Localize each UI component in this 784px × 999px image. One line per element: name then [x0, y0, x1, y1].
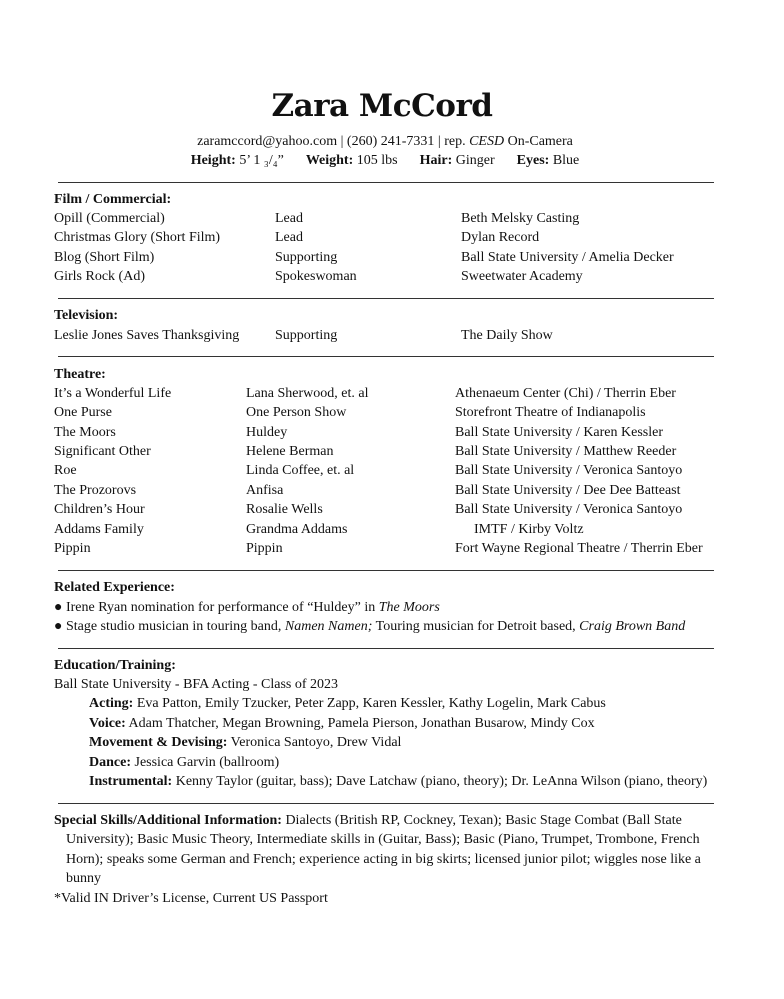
credit-row: [0, 250, 784, 269]
credit-company: Ball State University / Veronica Santoyo: [455, 502, 683, 517]
credit-work: Roe: [54, 463, 77, 478]
credit-work: Leslie Jones Saves Thanksgiving: [54, 328, 240, 343]
training-label: Movement & Devising:: [89, 735, 228, 750]
eyes-label: Eyes:: [516, 153, 550, 168]
divider: [58, 570, 714, 571]
credit-row: [0, 328, 784, 347]
credit-company: Fort Wayne Regional Theatre / Therrin Eber: [455, 541, 703, 556]
credit-company: Beth Melsky Casting: [461, 211, 580, 226]
credit-company: Athenaeum Center (Chi) / Therrin Eber: [455, 386, 676, 401]
credit-row: [0, 269, 784, 288]
credit-row: [0, 463, 784, 482]
skills-text: University); Basic Music Theory, Intermediate skills in (Guitar, Bass); Basic (Piano, Trumpet, Trombone, French: [66, 832, 700, 847]
related-item-text: ● Stage studio musician in touring band,: [54, 619, 285, 634]
credit-work: It’s a Wonderful Life: [54, 386, 172, 401]
credit-role: Helene Berman: [246, 444, 334, 459]
credit-role: One Person Show: [246, 405, 347, 420]
weight-value: 105 lbs: [356, 153, 398, 168]
contact-info: zaramccord@yahoo.com | (260) 241-7331 | rep.: [197, 134, 470, 149]
training-dance: [89, 755, 279, 771]
related-item-text: ● Irene Ryan nomination for performance of “Huldey” in: [54, 600, 379, 615]
training-label: Instrumental:: [89, 774, 173, 789]
credit-role: Spokeswoman: [275, 269, 357, 284]
training-instrumental: [89, 774, 707, 790]
license-note: *Valid IN Driver’s License, Current US Passport: [54, 891, 328, 906]
resume-name: Zara McCord: [271, 88, 493, 124]
credit-company: Dylan Record: [461, 230, 540, 245]
band-name: Craig Brown Band: [579, 619, 686, 634]
credit-role: Linda Coffee, et. al: [246, 463, 355, 478]
credit-company: Ball State University / Matthew Reeder: [455, 444, 677, 459]
divider: [58, 803, 714, 804]
agency-suffix: On-Camera: [504, 134, 573, 149]
degree-line: Ball State University - BFA Acting - Class of 2023: [54, 677, 339, 692]
credit-work: One Purse: [54, 405, 112, 420]
skills-text: bunny: [66, 871, 101, 886]
credit-role: Lead: [275, 211, 303, 226]
band-name: Namen Namen;: [284, 619, 373, 634]
related-item-text: Touring musician for Detroit based,: [372, 619, 580, 634]
skills-line: [54, 813, 682, 829]
divider: [58, 182, 714, 183]
television-section-title: Television:: [54, 308, 119, 323]
agency-name: CESD: [469, 134, 505, 149]
credit-work: Girls Rock (Ad): [54, 269, 145, 284]
skills-text: Horn); speaks some German and French; experience acting in big skirts; licensed junior pilot; wiggles nose like a: [66, 852, 701, 867]
related-section-title: Related Experience:: [54, 580, 175, 595]
credit-row: [0, 386, 784, 405]
training-teachers: Kenny Taylor (guitar, bass); Dave Latchaw (piano, theory); Dr. LeAnna Wilson (piano, theory): [175, 774, 708, 789]
training-label: Voice:: [89, 716, 126, 731]
credit-company: Ball State University / Amelia Decker: [461, 250, 674, 265]
credit-work: Pippin: [54, 541, 91, 556]
credit-row: [0, 230, 784, 249]
eyes-value: Blue: [552, 153, 580, 168]
training-label: Acting:: [89, 696, 134, 711]
related-item: [54, 619, 685, 635]
skills-section-title: Special Skills/Additional Information:: [54, 813, 282, 828]
credit-role: Lana Sherwood, et. al: [246, 386, 369, 401]
credit-work: Blog (Short Film): [54, 250, 155, 265]
physical-stats: [0, 153, 770, 169]
training-acting: [89, 696, 606, 712]
credit-row: [0, 541, 784, 560]
related-item: [54, 600, 440, 616]
training-teachers: Jessica Garvin (ballroom): [134, 755, 280, 770]
credit-work: The Moors: [54, 425, 116, 440]
training-voice: [89, 716, 595, 732]
credit-role: Pippin: [246, 541, 283, 556]
training-teachers: Adam Thatcher, Megan Browning, Pamela Pierson, Jonathan Busarow, Mindy Cox: [128, 716, 595, 731]
credit-company: Ball State University / Dee Dee Batteast: [455, 483, 681, 498]
divider: [58, 648, 714, 649]
divider: [58, 298, 714, 299]
height-value: 5’ 1 ₃/₄”: [239, 153, 284, 168]
hair-label: Hair:: [419, 153, 453, 168]
credit-role: Anfisa: [246, 483, 284, 498]
credit-row: [0, 405, 784, 424]
training-teachers: Veronica Santoyo, Drew Vidal: [230, 735, 402, 750]
credit-role: Supporting: [275, 328, 338, 343]
credit-work: Addams Family: [54, 522, 144, 537]
credit-company: Ball State University / Karen Kessler: [455, 425, 664, 440]
credit-company: IMTF / Kirby Voltz: [474, 522, 584, 537]
credit-work: The Prozorovs: [54, 483, 137, 498]
credit-company: Ball State University / Veronica Santoyo: [455, 463, 683, 478]
height-label: Height:: [190, 153, 236, 168]
credit-row: [0, 444, 784, 463]
credit-company: The Daily Show: [461, 328, 553, 343]
divider: [58, 356, 714, 357]
training-teachers: Eva Patton, Emily Tzucker, Peter Zapp, Karen Kessler, Kathy Logelin, Mark Cabus: [136, 696, 606, 711]
credit-row: [0, 483, 784, 502]
film-section-title: Film / Commercial:: [54, 192, 172, 207]
hair-value: Ginger: [455, 153, 495, 168]
credit-work: Significant Other: [54, 444, 151, 459]
credit-work: Opill (Commercial): [54, 211, 165, 226]
credit-row: [0, 425, 784, 444]
education-section-title: Education/Training:: [54, 658, 176, 673]
credit-company: Sweetwater Academy: [461, 269, 583, 284]
theatre-section-title: Theatre:: [54, 367, 106, 382]
training-movement: [89, 735, 401, 751]
credit-row: [0, 502, 784, 521]
skills-text: Dialects (British RP, Cockney, Texan); Basic Stage Combat (Ball State: [285, 813, 682, 828]
credit-role: Rosalie Wells: [246, 502, 323, 517]
contact-line: [0, 134, 770, 150]
training-label: Dance:: [89, 755, 131, 770]
credit-work: Children’s Hour: [54, 502, 145, 517]
credit-company: Storefront Theatre of Indianapolis: [455, 405, 646, 420]
related-item-title: The Moors: [378, 600, 440, 615]
weight-label: Weight:: [305, 153, 354, 168]
credit-role: Huldey: [246, 425, 288, 440]
credit-row: [0, 211, 784, 230]
credit-role: Lead: [275, 230, 303, 245]
credit-row: [0, 522, 784, 541]
credit-role: Supporting: [275, 250, 338, 265]
credit-work: Christmas Glory (Short Film): [54, 230, 221, 245]
credit-role: Grandma Addams: [246, 522, 348, 537]
